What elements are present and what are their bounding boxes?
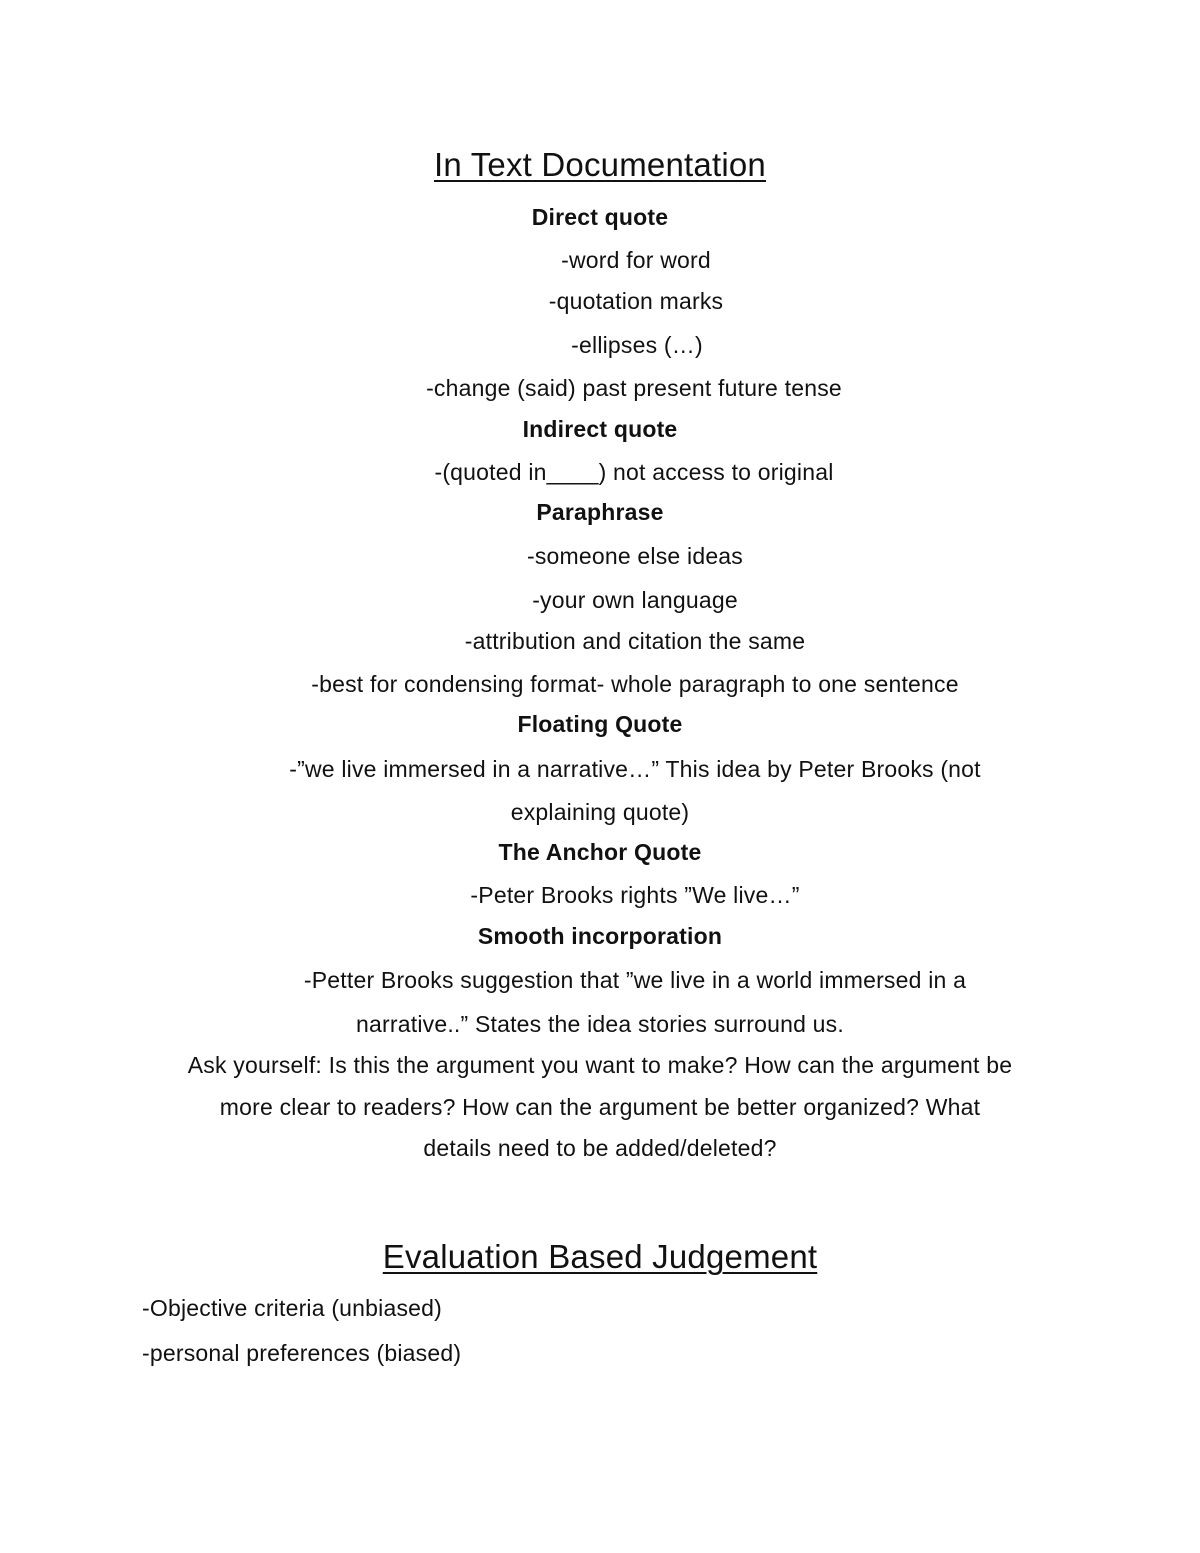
heading-paraphrase: Paraphrase xyxy=(536,499,664,525)
paragraph-line: -Petter Brooks suggestion that ”we live in a world immersed in a xyxy=(303,967,967,993)
list-item: -someone else ideas xyxy=(526,543,744,569)
ask-yourself-line: details need to be added/deleted? xyxy=(423,1135,777,1161)
list-item: -personal preferences (biased) xyxy=(142,1340,462,1366)
heading-indirect-quote: Indirect quote xyxy=(522,416,678,442)
heading-direct-quote: Direct quote xyxy=(531,204,669,230)
list-item: -attribution and citation the same xyxy=(464,628,806,654)
heading-floating-quote: Floating Quote xyxy=(517,711,683,737)
list-item: -best for condensing format- whole paragraph to one sentence xyxy=(311,671,959,697)
list-item: -word for word xyxy=(561,247,711,273)
heading-smooth-incorporation: Smooth incorporation xyxy=(477,923,723,949)
list-item: -ellipses (…) xyxy=(571,332,703,358)
list-item: -(quoted in____) not access to original xyxy=(434,459,834,485)
paragraph-line: -”we live immersed in a narrative…” This idea by Peter Brooks (not xyxy=(289,756,981,782)
section-title-evaluation-based-judgement: Evaluation Based Judgement xyxy=(382,1238,818,1275)
ask-yourself-line: more clear to readers? How can the argument be better organized? What xyxy=(219,1094,981,1120)
paragraph-line: narrative..” States the idea stories surround us. xyxy=(356,1011,844,1037)
list-item: -quotation marks xyxy=(548,288,724,314)
section-title-in-text-documentation: In Text Documentation xyxy=(434,146,766,183)
heading-anchor-quote: The Anchor Quote xyxy=(498,839,702,865)
paragraph-line: explaining quote) xyxy=(510,799,690,825)
ask-yourself-line: Ask yourself: Is this the argument you want to make? How can the argument be xyxy=(187,1052,1013,1078)
list-item: -Peter Brooks rights ”We live…” xyxy=(470,882,800,908)
list-item: -Objective criteria (unbiased) xyxy=(142,1295,443,1321)
list-item: -change (said) past present future tense xyxy=(426,375,842,401)
list-item: -your own language xyxy=(532,587,738,613)
